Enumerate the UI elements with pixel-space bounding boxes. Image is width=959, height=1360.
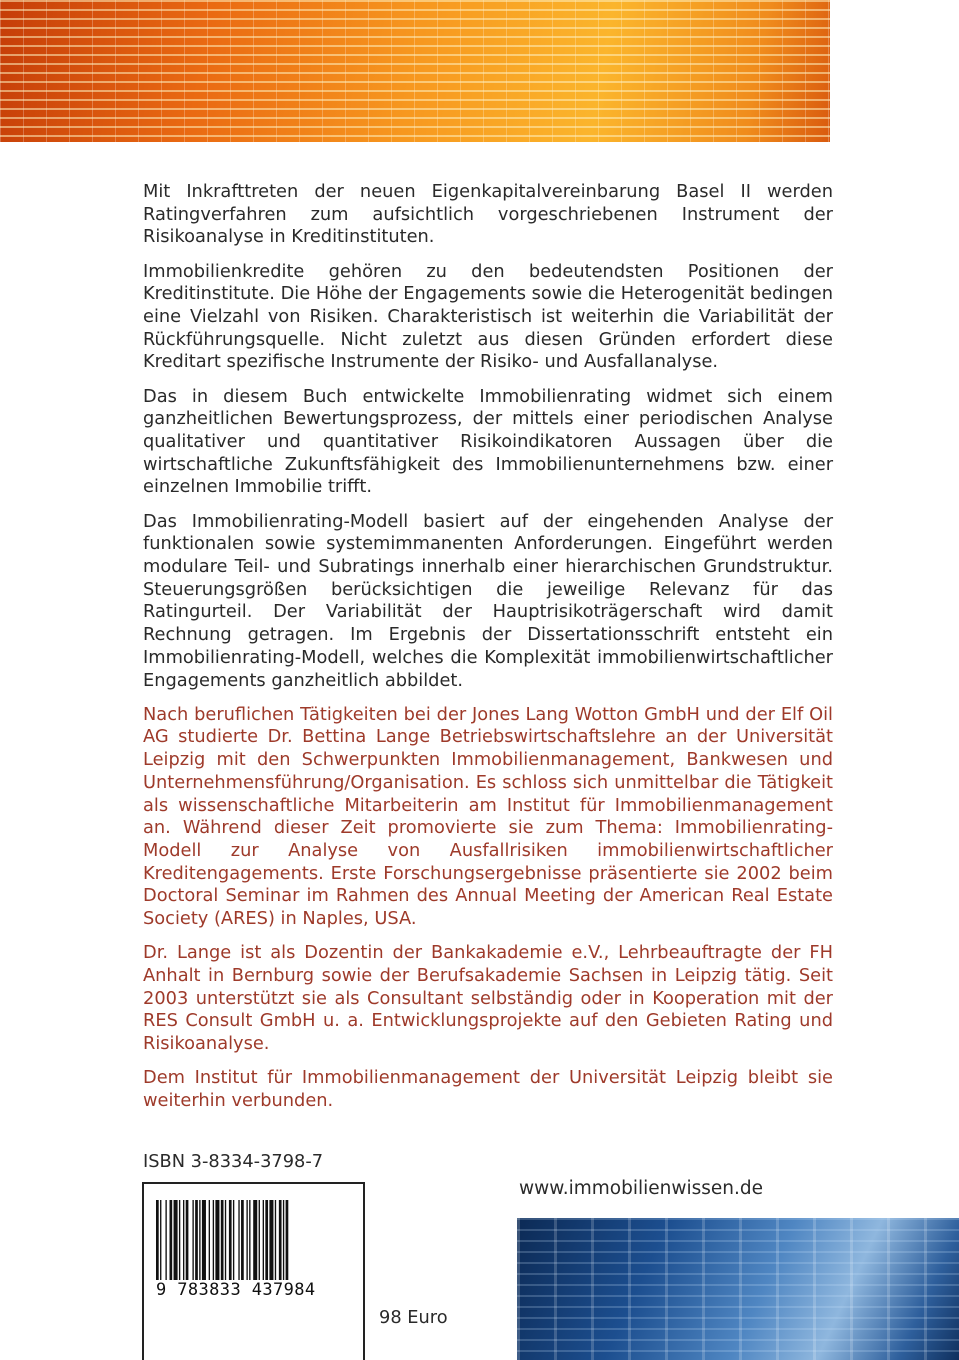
barcode-bars	[154, 1200, 354, 1286]
price-label: 98 Euro	[379, 1307, 448, 1328]
isbn-label: ISBN 3-8334-3798-7	[143, 1151, 324, 1172]
bottom-decorative-image	[517, 1218, 959, 1360]
back-cover-text	[143, 181, 833, 1124]
description-paragraph-1: Mit Inkrafttreten der neuen Eigenkapitalvereinbarung Basel II werden Ratingverfahren zum aufsichtlich vorgeschriebenen Instrument der Risikoanalyse in Kreditinstituten.	[143, 181, 833, 248]
author-bio-paragraph-3: Dem Institut für Immobilienmanagement der Universität Leipzig bleibt sie weiterhin verbunden.	[143, 1067, 833, 1112]
author-bio-paragraph-2: Dr. Lange ist als Dozentin der Bankakademie e.V., Lehrbeauftragte der FH Anhalt in Bernburg sowie der Berufsakademie Sachsen in Leipzig tätig. Seit 2003 unterstützt sie als Consultant selbständig oder in Kooperation mit der RES Consult GmbH u. a. Entwicklungsprojekte auf den Gebieten Rating und Risikoanalyse.	[143, 942, 833, 1055]
barcode-number: 9 783833 437984	[156, 1280, 316, 1300]
website-link[interactable]: www.immobilienwissen.de	[519, 1178, 764, 1199]
description-paragraph-3: Das in diesem Buch entwickelte Immobilienrating widmet sich einem ganzheitlichen Bewertungsprozess, der mittels einer periodischen Analyse qualitativer und quantitativer Risikoindikatoren Aussagen über die wirtschaftliche Zukunftsfähigkeit des Immobilienunternehmens bzw. einer einzelnen Immobilie trifft.	[143, 385, 833, 498]
author-bio-paragraph-1: Nach beruflichen Tätigkeiten bei der Jones Lang Wotton GmbH und der Elf Oil AG studierte Dr. Bettina Lange Betriebswirtschaftslehre an der Universität Leipzig mit den Schwerpunkten Immobilienmanagement, Bankwesen und Unternehmensführung/Organisation. Es schloss sich unmittelbar die Tätigkeit als wissenschaftliche Mitarbeiterin am Institut für Immobilienmanagement an. Während dieser Zeit promovierte sie zum Thema: Immobilienrating-Modell zur Analyse von Ausfallrisiken immobilienwirtschaftlicher Kreditengagements. Erste Forschungsergebnisse präsentierte sie 2002 beim Doctoral Seminar im Rahmen des Annual Meeting der American Real Estate Society (ARES) in Naples, USA.	[143, 703, 833, 930]
description-paragraph-2: Immobilienkredite gehören zu den bedeutendsten Positionen der Kreditinstitute. Die Höhe der Engagements sowie die Heterogenität bedingen eine Vielzahl von Risiken. Charakteristisch ist weiterhin die Variabilität der Rückführungsquelle. Nicht zuletzt aus diesen Gründen erfordert diese Kreditart spezifische Instrumente der Risiko- und Ausfallanalyse.	[143, 260, 833, 373]
barcode	[142, 1182, 365, 1360]
top-banner-image	[0, 0, 830, 142]
description-paragraph-4: Das Immobilienrating-Modell basiert auf der eingehenden Analyse der funktionalen sowie systemimmanenten Anforderungen. Eingeführt werden modulare Teil- und Subratings innerhalb einer hierarchischen Grundstruktur. Steuerungsgrößen berücksichtigen die jeweilige Relevanz für das Ratingurteil. Der Variabilität der Hauptrisikoträgerschaft wird damit Rechnung getragen. Im Ergebnis der Dissertationsschrift entsteht ein Immobilienrating-Modell, welches die Komplexität immobilienwirtschaftlicher Engagements ganzheitlich abbildet.	[143, 510, 833, 691]
